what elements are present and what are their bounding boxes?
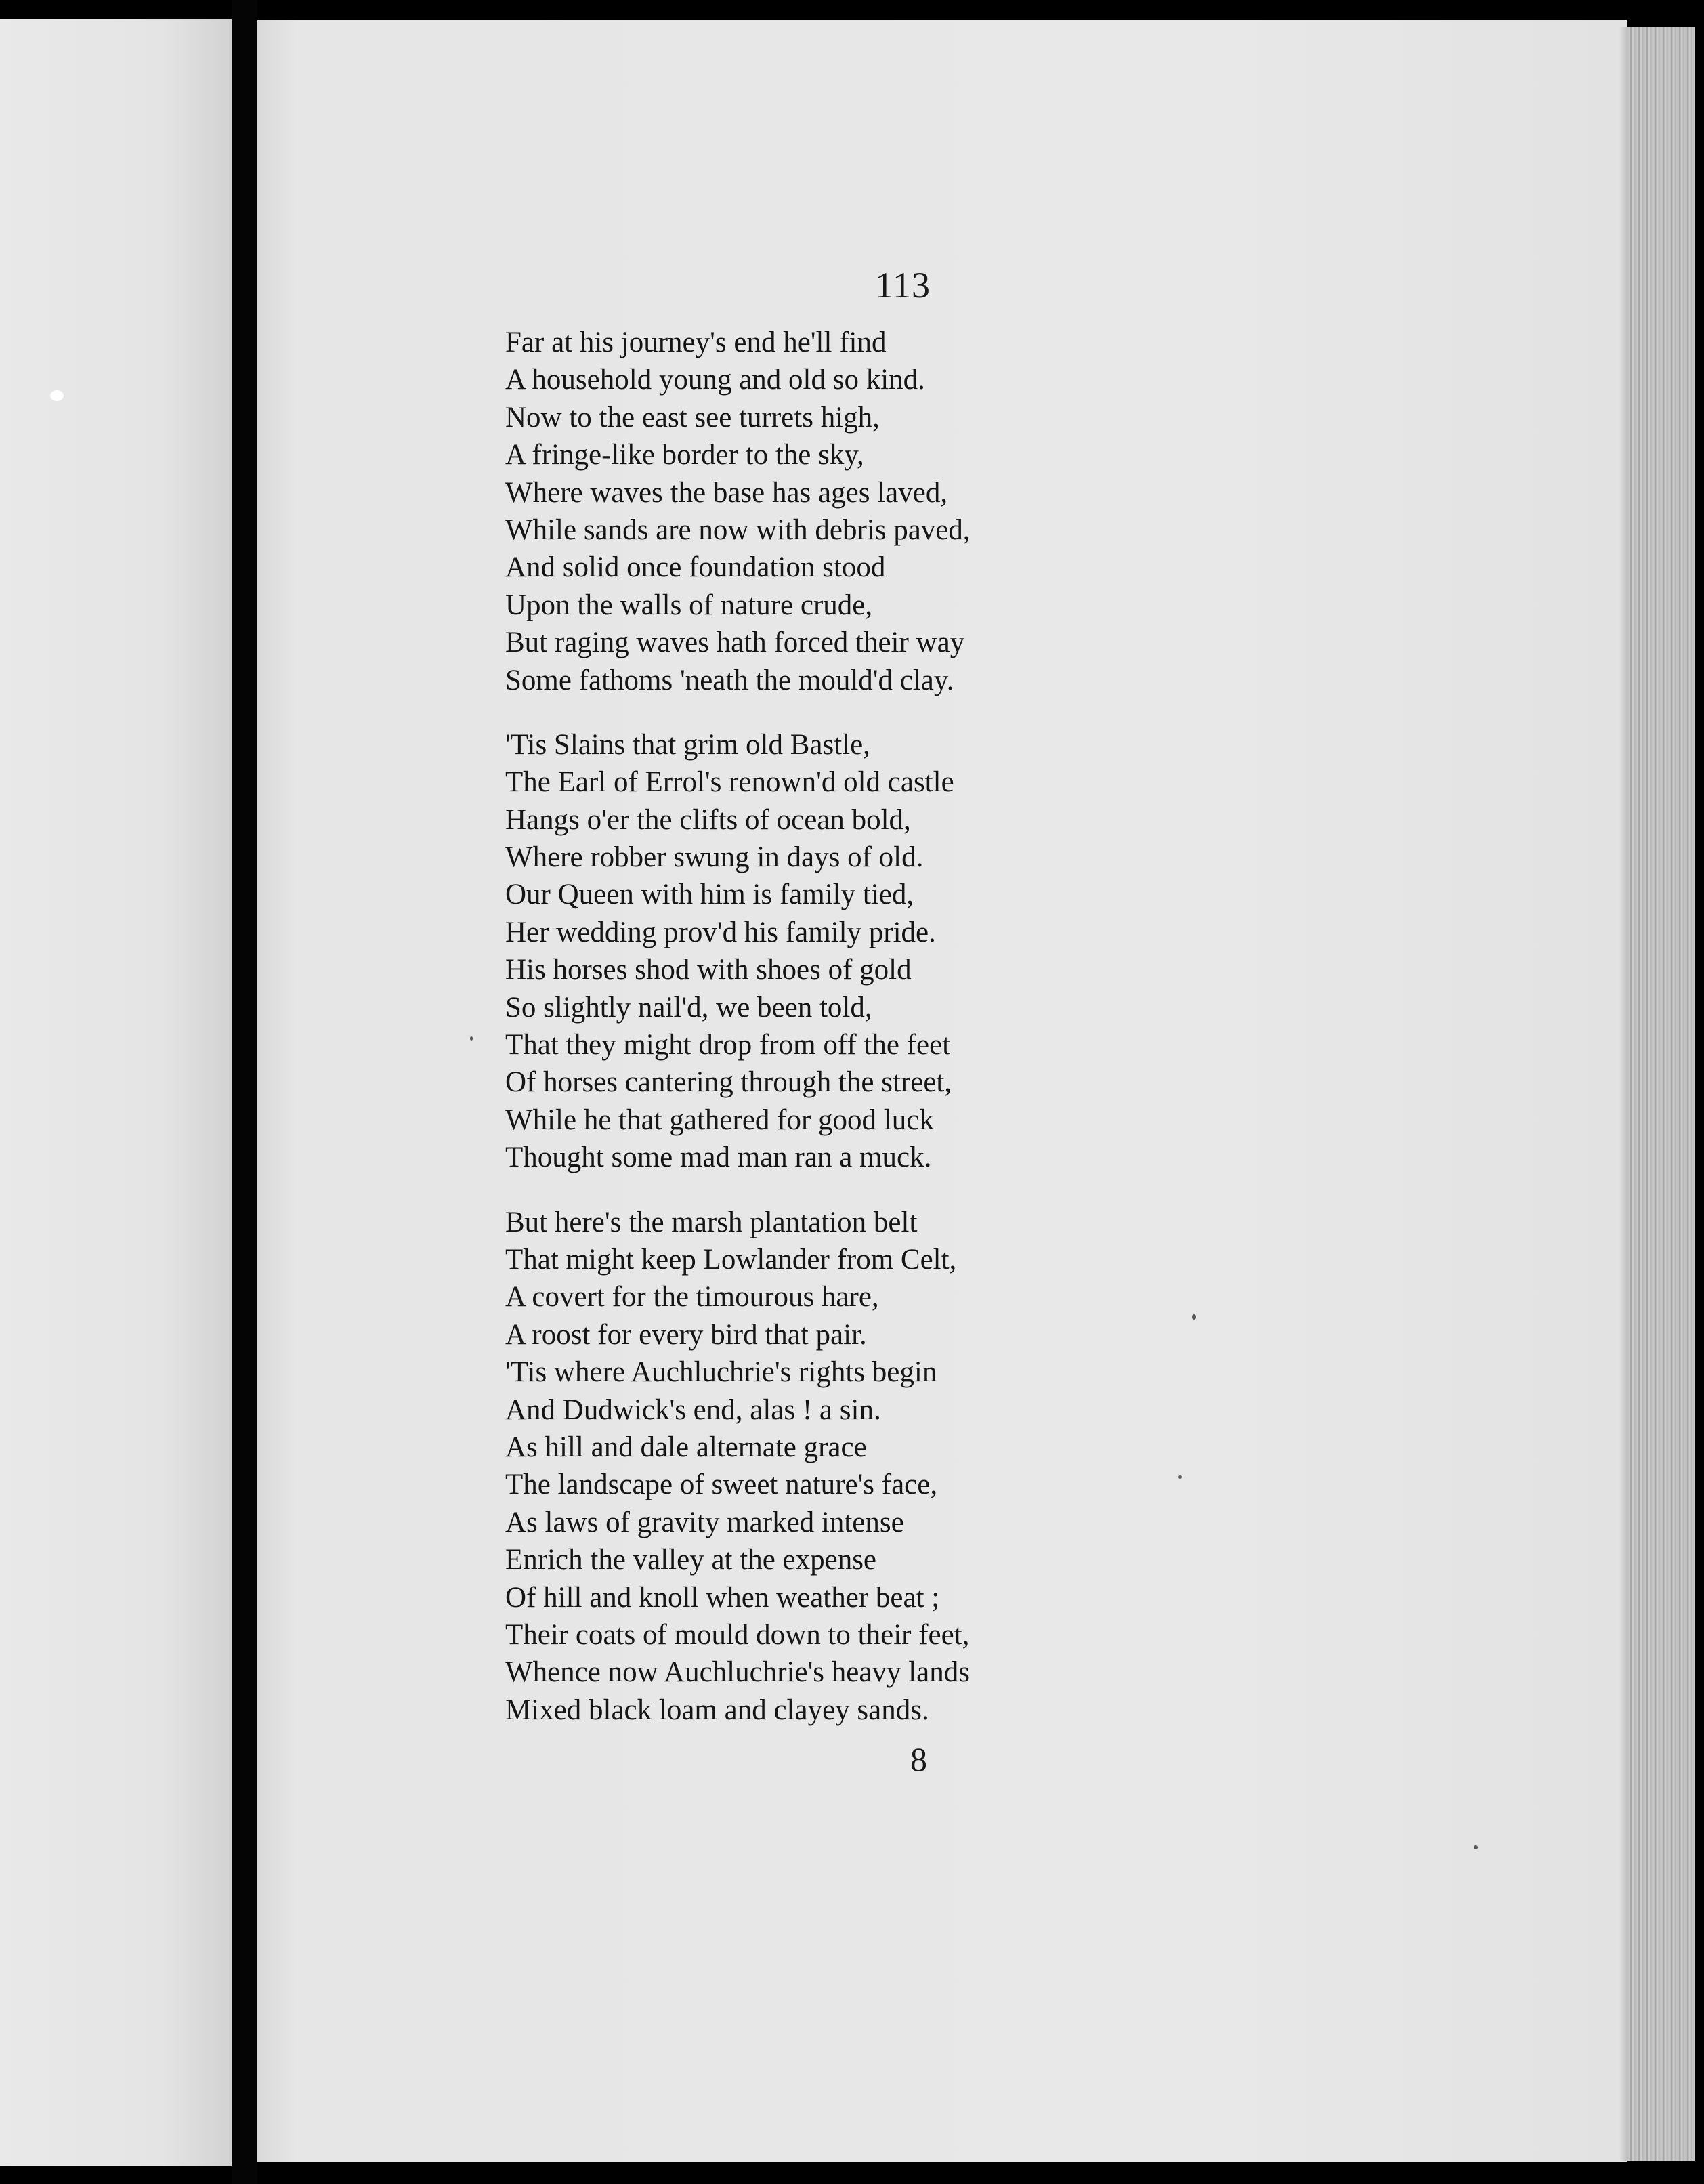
poem-line: As laws of gravity marked intense xyxy=(505,1506,904,1538)
poem-line: Our Queen with him is family tied, xyxy=(505,879,914,911)
paper-speck xyxy=(470,1036,473,1041)
poem-line: Their coats of mould down to their feet, xyxy=(505,1618,970,1651)
poem-text xyxy=(505,324,971,1729)
poem-line: Far at his journey's end he'll find xyxy=(505,327,887,358)
poem-line: The landscape of sweet nature's face, xyxy=(505,1469,938,1501)
poem-line: Hangs o'er the clifts of ocean bold, xyxy=(505,803,911,836)
poem-line: A roost for every bird that pair. xyxy=(505,1318,867,1351)
book-gutter xyxy=(232,0,257,2184)
poem-line: Thought some mad man ran a muck. xyxy=(505,1141,932,1174)
paper-speck xyxy=(1178,1475,1182,1479)
poem-line: But here's the marsh plantation belt xyxy=(505,1206,918,1238)
fore-edge-pages xyxy=(1627,27,1695,2161)
poem-line: That they might drop from off the feet xyxy=(505,1029,951,1062)
poem-line: But raging waves hath forced their way xyxy=(505,627,965,659)
poem-line: Mixed black loam and clayey sands. xyxy=(505,1694,929,1726)
poem-line: Of horses cantering through the street, xyxy=(505,1066,952,1099)
poem-line: That might keep Lowlander from Celt, xyxy=(505,1243,957,1276)
poem-line: 'Tis where Auchluchrie's rights begin xyxy=(505,1356,937,1389)
poem-line: Where waves the base has ages laved, xyxy=(505,476,948,509)
poem-line: So slightly nail'd, we been told, xyxy=(505,991,872,1024)
poem-line: While sands are now with debris paved, xyxy=(505,513,971,546)
previous-page-edge xyxy=(0,19,232,2166)
stanza xyxy=(505,324,971,699)
page-number: 113 xyxy=(875,265,931,306)
stanza xyxy=(505,726,971,1177)
poem-line: A household young and old so kind. xyxy=(505,364,925,396)
poem-line: And Dudwick's end, alas ! a sin. xyxy=(505,1393,881,1426)
poem-line: Where robber swung in days of old. xyxy=(505,841,924,874)
poem-line: Some fathoms 'neath the mould'd clay. xyxy=(505,664,954,696)
paper-speck xyxy=(50,390,64,401)
poem-line: 'Tis Slains that grim old Bastle, xyxy=(505,728,870,761)
poem-line: A fringe-like border to the sky, xyxy=(505,439,864,471)
poem-line: Enrich the valley at the expense xyxy=(505,1544,877,1576)
poem-line: As hill and dale alternate grace xyxy=(505,1431,867,1463)
poem-line: While he that gathered for good luck xyxy=(505,1104,934,1136)
poem-line: Of hill and knoll when weather beat ; xyxy=(505,1581,940,1614)
poem-line: Whence now Auchluchrie's heavy lands xyxy=(505,1656,970,1689)
poem-line: Upon the walls of nature crude, xyxy=(505,589,873,621)
stanza xyxy=(505,1204,971,1729)
poem-line: A covert for the timourous hare, xyxy=(505,1281,879,1314)
poem-line: And solid once foundation stood xyxy=(505,551,886,584)
poem-line: The Earl of Errol's renown'd old castle xyxy=(505,766,954,799)
signature-mark: 8 xyxy=(910,1740,927,1778)
paper-speck xyxy=(1474,1845,1478,1849)
paper-speck xyxy=(1192,1314,1196,1320)
poem-line: Now to the east see turrets high, xyxy=(505,401,880,434)
poem-line: His horses shod with shoes of gold xyxy=(505,954,912,986)
poem-line: Her wedding prov'd his family pride. xyxy=(505,916,936,948)
